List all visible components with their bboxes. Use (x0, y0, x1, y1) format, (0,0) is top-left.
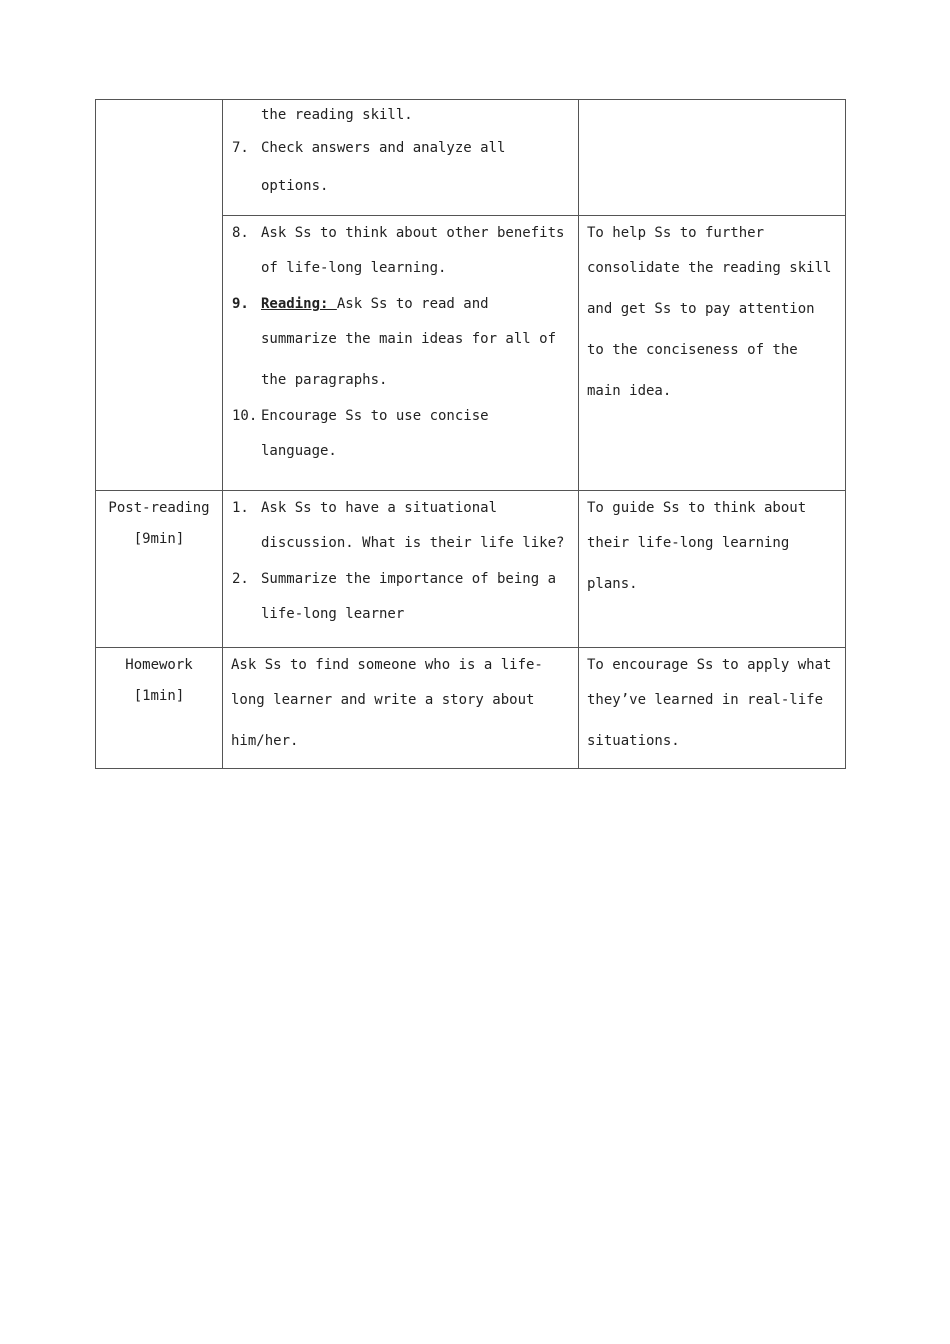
purpose-line: consolidate the reading skill (587, 260, 832, 276)
list-item: 10. Encourage Ss to use concise (232, 408, 489, 424)
activity-line: life-long learner (261, 606, 405, 622)
stage-name: Homework (125, 657, 193, 673)
activity-cell (223, 216, 579, 491)
list-item: 8. Ask Ss to think about other benefits (232, 225, 565, 241)
activity-cell (223, 100, 579, 216)
activity-line: summarize the main ideas for all of (261, 331, 557, 347)
stage-time: [9min] (133, 531, 185, 547)
activity-line: discussion. What is their life like? (261, 535, 565, 551)
purpose-cell (579, 216, 846, 491)
purpose-line: main idea. (587, 383, 672, 399)
list-item: 2. Summarize the importance of being a (232, 571, 557, 587)
purpose-line: and get Ss to pay attention (587, 301, 815, 317)
list-item: 9. Reading: Ask Ss to read and (232, 296, 489, 312)
activity-cell (223, 648, 579, 769)
stage-cell (96, 100, 223, 491)
stage-cell (96, 648, 223, 769)
purpose-cell (579, 100, 846, 216)
stage-time: [1min] (133, 688, 185, 704)
purpose-line: plans. (587, 576, 638, 592)
activity-line: the reading skill. (261, 107, 413, 123)
purpose-line: To help Ss to further (587, 225, 765, 241)
stage-cell (96, 491, 223, 648)
table-row (96, 100, 846, 216)
purpose-line: they’ve learned in real-life (587, 692, 824, 708)
list-item: 1. Ask Ss to have a situational (232, 500, 498, 516)
activity-line: of life-long learning. (261, 260, 447, 276)
purpose-cell (579, 491, 846, 648)
activity-line: options. (261, 178, 329, 194)
activity-line: him/her. (231, 733, 299, 749)
purpose-cell (579, 648, 846, 769)
activity-line: long learner and write a story about (231, 692, 535, 708)
purpose-line: situations. (587, 733, 680, 749)
lesson-plan-table (95, 99, 846, 769)
stage-name: Post-reading (108, 500, 210, 516)
activity-cell (223, 491, 579, 648)
purpose-line: their life-long learning (587, 535, 790, 551)
purpose-line: To guide Ss to think about (587, 500, 807, 516)
table-row (96, 491, 846, 648)
purpose-line: to the conciseness of the (587, 342, 798, 358)
activity-line: language. (261, 443, 337, 459)
activity-line: Ask Ss to find someone who is a life- (231, 657, 543, 673)
table-row (96, 648, 846, 769)
list-item: 7. Check answers and analyze all (232, 140, 506, 156)
reading-keyword: Reading: (261, 296, 337, 312)
activity-line: the paragraphs. (261, 372, 388, 388)
purpose-line: To encourage Ss to apply what (587, 657, 832, 673)
